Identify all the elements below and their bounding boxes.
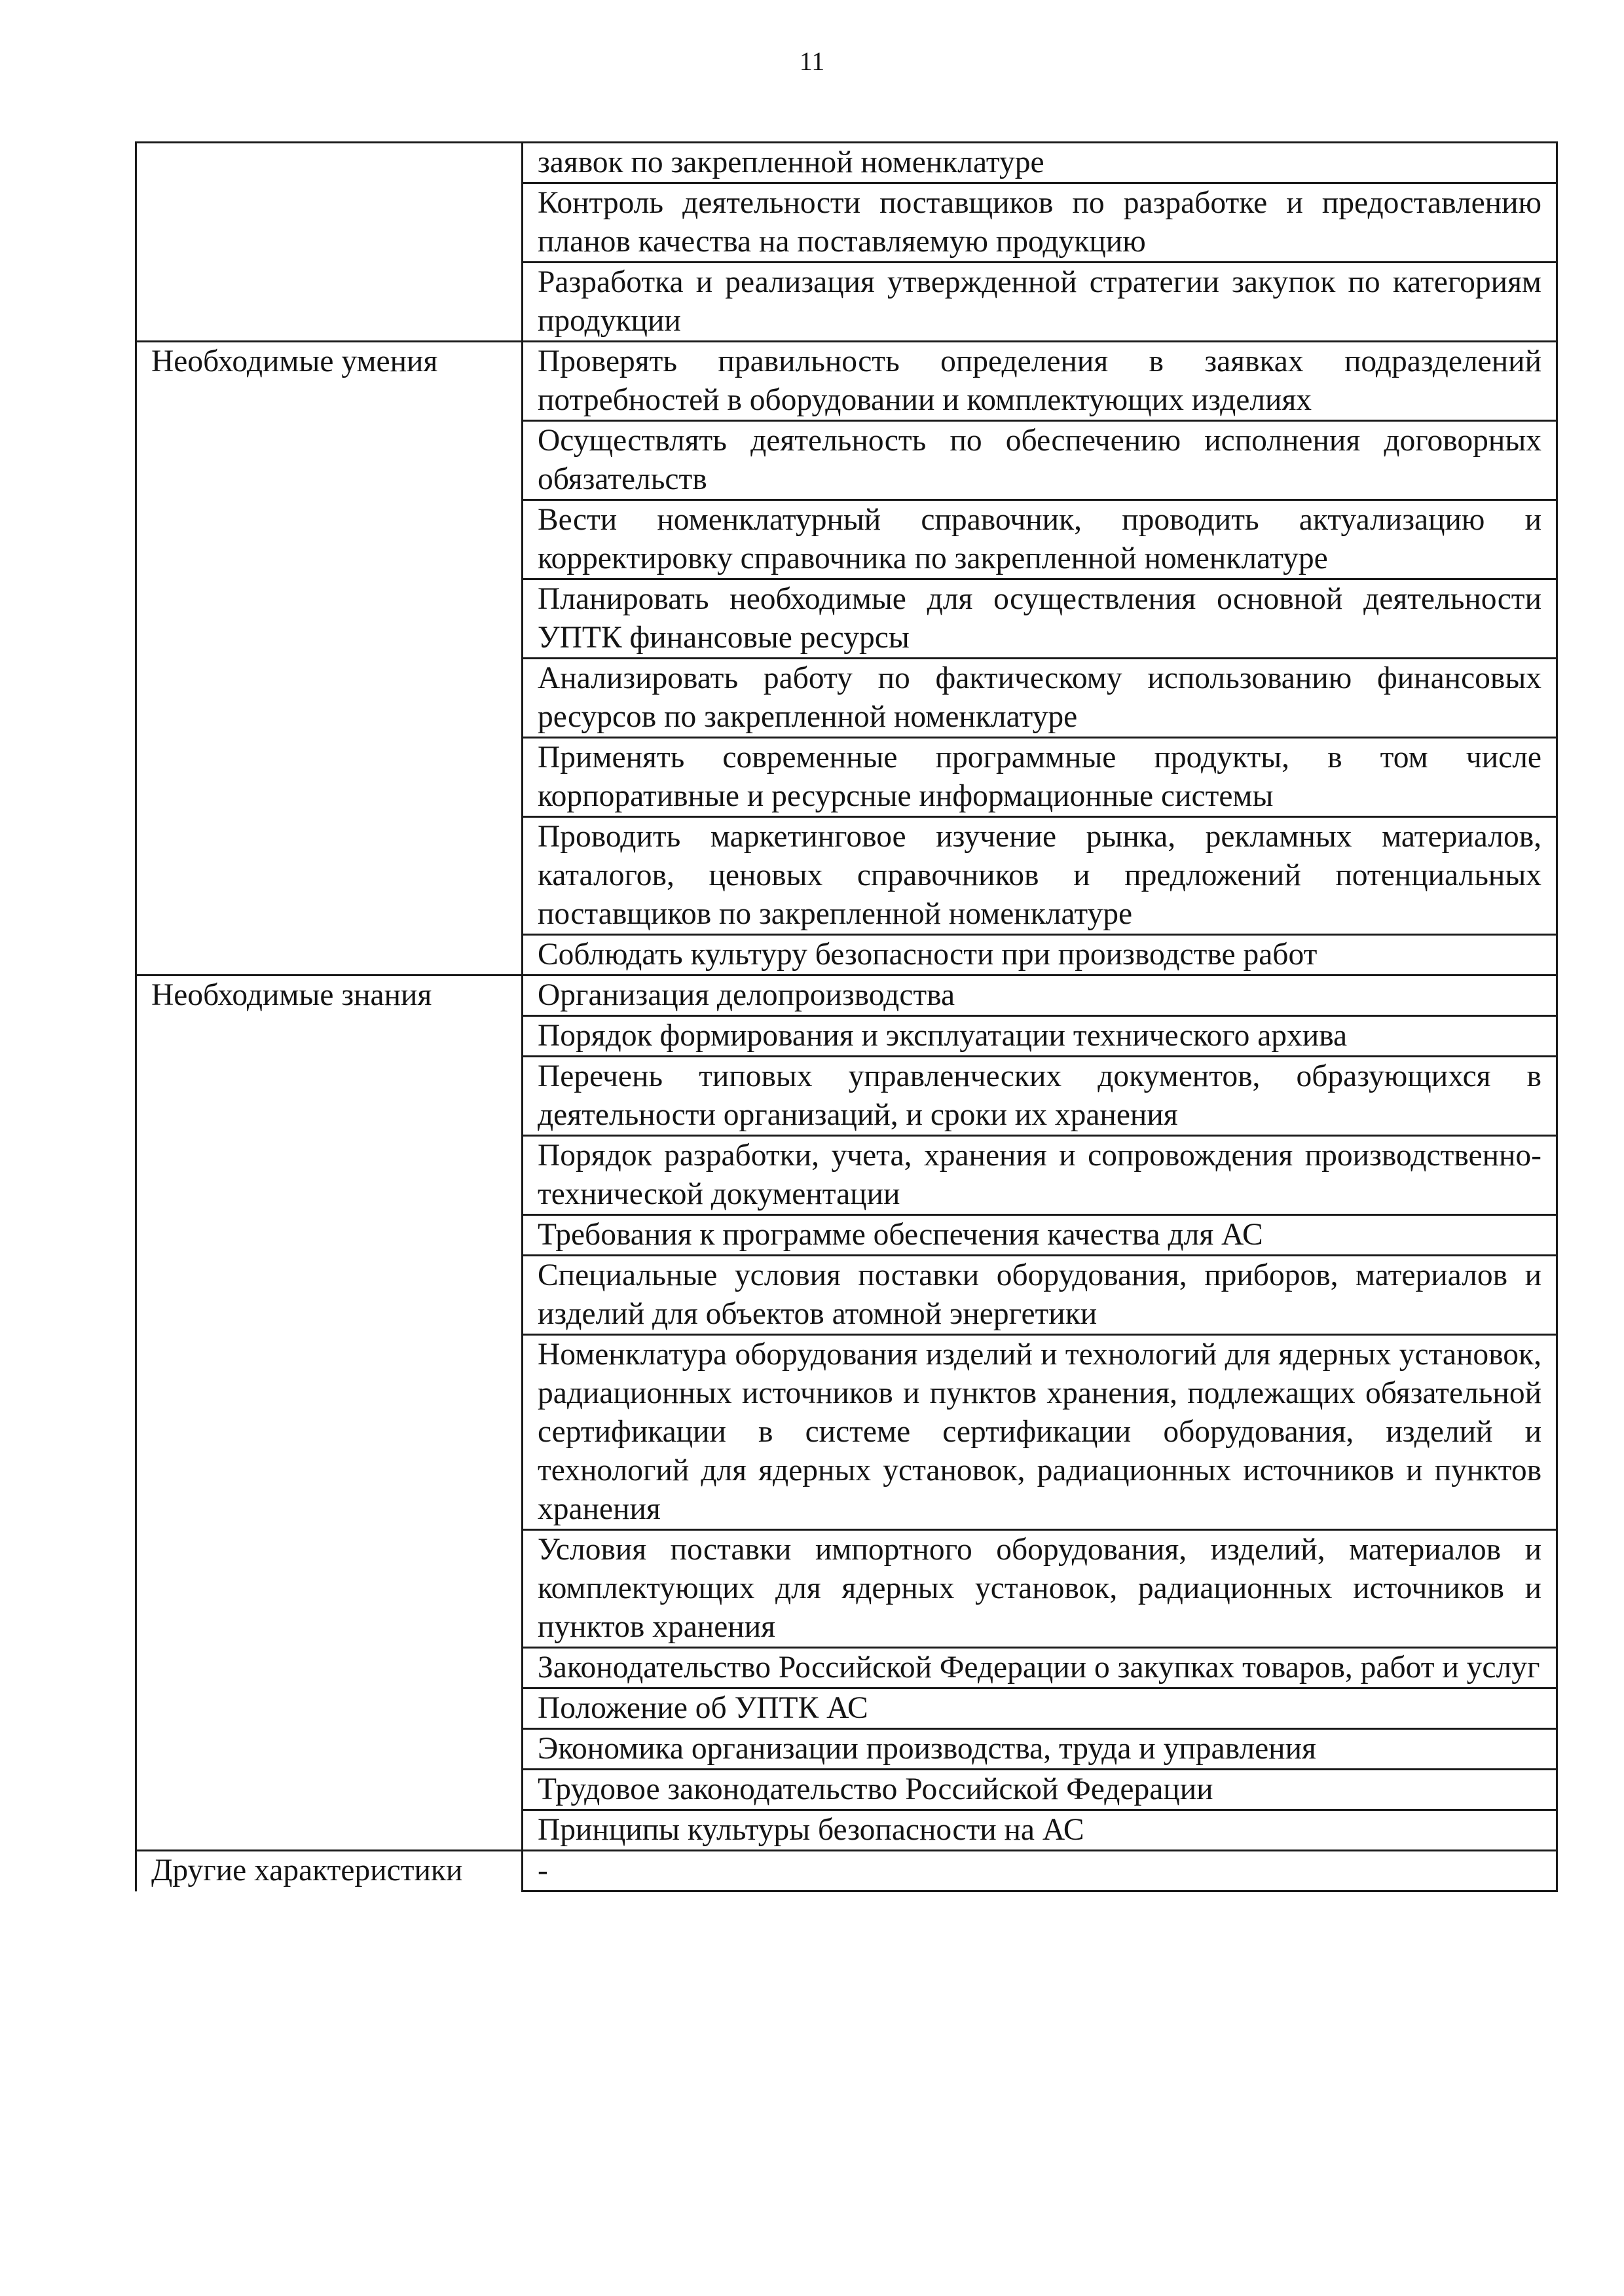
section-label: Необходимые умения (136, 342, 523, 975)
requirement-cell: Организация делопроизводства (523, 975, 1557, 1016)
requirement-cell: Экономика организации производства, труда и управления (523, 1729, 1557, 1770)
table-row (136, 1851, 1557, 1891)
requirement-cell: Законодательство Российской Федерации о закупках товаров, работ и услуг (523, 1648, 1557, 1688)
section-label-empty (136, 143, 523, 342)
requirement-cell: Вести номенклатурный справочник, проводить актуализацию и корректировку справочника по закрепленной номенклатуре (523, 500, 1557, 579)
requirement-cell: Положение об УПТК АС (523, 1688, 1557, 1729)
requirement-cell: Специальные условия поставки оборудования, приборов, материалов и изделий для объектов атомной энергетики (523, 1256, 1557, 1335)
requirement-cell: Контроль деятельности поставщиков по разработке и предоставлению планов качества на поставляемую продукцию (523, 183, 1557, 263)
table-row (136, 342, 1557, 421)
requirement-cell: Принципы культуры безопасности на АС (523, 1810, 1557, 1851)
requirement-cell: Проводить маркетинговое изучение рынка, рекламных материалов, каталогов, ценовых справочников и предложений потенциальных поставщиков по закрепленной номенклатуре (523, 817, 1557, 935)
qualification-table (135, 141, 1558, 1892)
table-row (136, 975, 1557, 1016)
requirement-cell: Порядок разработки, учета, хранения и сопровождения производственно-технической документации (523, 1136, 1557, 1215)
requirement-cell: Планировать необходимые для осуществления основной деятельности УПТК финансовые ресурсы (523, 579, 1557, 659)
requirement-cell: Трудовое законодательство Российской Федерации (523, 1770, 1557, 1810)
requirement-cell: Осуществлять деятельность по обеспечению исполнения договорных обязательств (523, 421, 1557, 500)
page-number: 11 (799, 46, 825, 76)
section-label: Необходимые знания (136, 975, 523, 1851)
requirement-cell: Условия поставки импортного оборудования, изделий, материалов и комплектующих для ядерных установок, радиационных источников и пунктов хранения (523, 1530, 1557, 1648)
requirement-cell: Порядок формирования и эксплуатации технического архива (523, 1016, 1557, 1057)
requirement-cell: Проверять правильность определения в заявках подразделений потребностей в оборудовании и комплектующих изделиях (523, 342, 1557, 421)
requirement-cell: Требования к программе обеспечения качества для АС (523, 1215, 1557, 1256)
table-body (136, 143, 1557, 1891)
requirement-cell: Разработка и реализация утвержденной стратегии закупок по категориям продукции (523, 263, 1557, 342)
section-label: Другие характеристики (136, 1851, 523, 1891)
requirement-cell: Анализировать работу по фактическому использованию финансовых ресурсов по закрепленной номенклатуре (523, 659, 1557, 738)
table-row (136, 143, 1557, 183)
requirement-cell: Применять современные программные продукты, в том числе корпоративные и ресурсные информационные системы (523, 738, 1557, 817)
requirement-cell: Номенклатура оборудования изделий и технологий для ядерных установок, радиационных источников и пунктов хранения, подлежащих обязательной сертификации в системе сертификации оборудования, изделий и технологий для ядерных установок, радиационных источников и пунктов хранения (523, 1335, 1557, 1530)
requirement-cell: заявок по закрепленной номенклатуре (523, 143, 1557, 183)
requirement-cell: Соблюдать культуру безопасности при производстве работ (523, 935, 1557, 975)
requirement-cell: Перечень типовых управленческих документов, образующихся в деятельности организаций, и сроки их хранения (523, 1057, 1557, 1136)
requirement-cell: - (523, 1851, 1557, 1891)
